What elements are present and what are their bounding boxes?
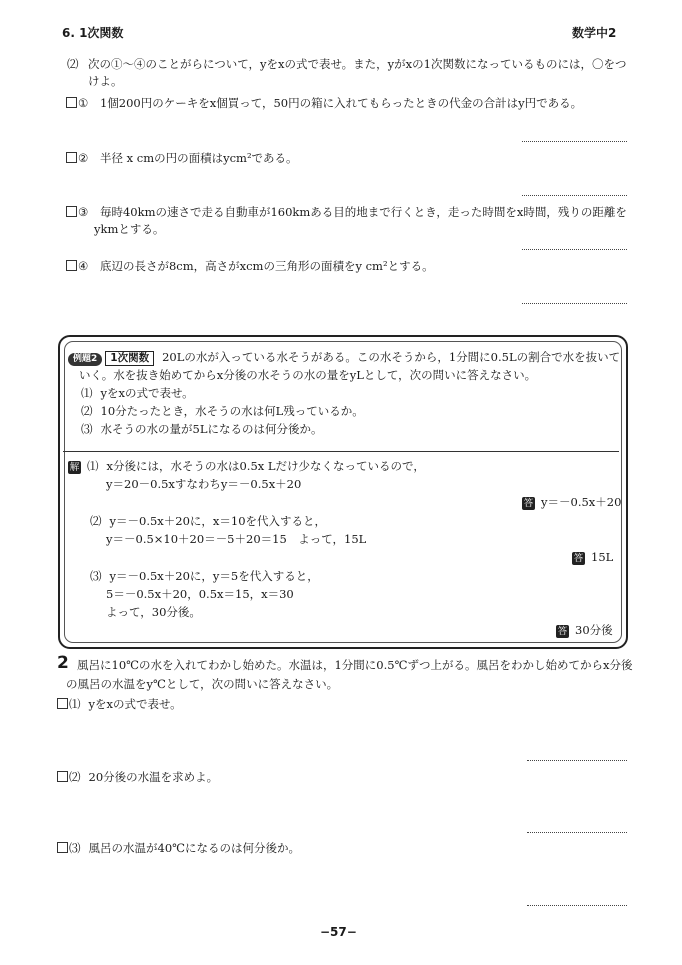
item-checkbox[interactable]: [66, 97, 77, 108]
q2-intro-line1: 次の①～④のことがらについて，yをxの式で表せ。また，yがxの1次関数になっているものには，〇をつ: [88, 57, 627, 71]
item-number: ⑵: [69, 770, 81, 784]
solution-3-line1: [90, 568, 319, 584]
item-number: ③: [78, 205, 89, 219]
example-tag: 1次関数: [105, 351, 154, 366]
item-checkbox[interactable]: [57, 698, 68, 709]
answer-line-4[interactable]: [522, 303, 627, 304]
answer-text: 30分後: [575, 623, 613, 637]
item-text: 半径 x cmの円の面積はycm²である。: [99, 151, 298, 165]
solution-text: y＝－0.5x＋20に，x＝10を代入すると，: [109, 514, 327, 528]
item-number: ⑴: [69, 697, 81, 711]
item-text: 底辺の長さが8cm，高さがxcmの三角形の面積をy cm²とする。: [99, 259, 434, 273]
example-question-3: [81, 421, 322, 437]
example-statement-2: いく。水を抜き始めてからx分後の水そうの水の量をyLとして，次の問いに答えなさい。: [79, 368, 537, 382]
q2-intro-line2: けよ。: [88, 74, 123, 88]
example-question-2: [81, 403, 364, 419]
solution-number: ⑵: [90, 514, 102, 528]
answer-line-3[interactable]: [522, 249, 627, 250]
solution-3-line2: 5＝－0.5x＋20，0.5x＝15，x＝30: [106, 587, 294, 601]
item-checkbox[interactable]: [66, 152, 77, 163]
question-number: ⑵: [81, 404, 93, 418]
question-number: ⑴: [81, 386, 93, 400]
answer-mark-icon: 答: [557, 626, 568, 637]
item-number: ⑶: [69, 841, 81, 855]
solution-1-line2: y＝20－0.5xすなわちy＝－0.5x＋20: [106, 477, 302, 491]
q2-item-3: [66, 204, 627, 220]
problem-2-item-1: [57, 696, 182, 712]
example-statement-1: 20Lの水が入っている水そうがある。この水そうから，1分間に0.5Lの割合で水を抜いて: [162, 350, 621, 364]
question-number: ⑶: [81, 422, 93, 436]
q2-item-3-line2: ykmとする。: [94, 222, 165, 236]
answer-mark-icon: 答: [523, 498, 534, 509]
problem-2-number: 2: [57, 653, 69, 673]
item-checkbox[interactable]: [57, 842, 68, 853]
solution-1-line1: [68, 458, 425, 474]
example-header: [68, 349, 620, 366]
answer-text: 15L: [591, 550, 614, 564]
q2-item-1: [66, 95, 582, 111]
q2-item-2: [66, 150, 298, 166]
q2-number: ⑵: [67, 57, 79, 71]
answer-line-p2-3[interactable]: [527, 905, 627, 906]
answer-2: [572, 549, 613, 565]
answer-line-p2-1[interactable]: [527, 760, 627, 761]
page-number: −57−: [320, 925, 357, 939]
section-title: 6. 1次関数: [62, 26, 124, 40]
answer-1: [522, 494, 621, 510]
problem-2-item-3: [57, 840, 300, 856]
item-text: 風呂の水温が40℃になるのは何分後か。: [88, 841, 300, 855]
answer-mark-icon: 答: [573, 553, 584, 564]
item-checkbox[interactable]: [57, 771, 68, 782]
item-text: 1個200円のケーキをx個買って，50円の箱に入れてもらったときの代金の合計はy円である。: [99, 96, 583, 110]
item-text: yをxの式で表せ。: [88, 697, 182, 711]
answer-line-2[interactable]: [522, 195, 627, 196]
answer-line-1[interactable]: [522, 141, 627, 142]
item-number: ④: [78, 259, 89, 273]
problem-2-item-2: [57, 769, 218, 785]
item-checkbox[interactable]: [66, 260, 77, 271]
item-number: ②: [78, 151, 89, 165]
solution-2-line1: [90, 513, 326, 529]
solution-text: x分後には，水そうの水は0.5x Lだけ少なくなっているので，: [106, 459, 425, 473]
item-checkbox[interactable]: [66, 206, 77, 217]
solution-3-line3: よって，30分後。: [106, 605, 201, 619]
example-divider: [63, 451, 619, 452]
answer-3: [556, 622, 613, 638]
question-text: 水そうの水の量が5Lになるのは何分後か。: [100, 422, 323, 436]
problem-2-statement-1: 風呂に10℃の水を入れてわかし始めた。水温は，1分間に0.5℃ずつ上がる。風呂をわかし始めてからx分後: [77, 658, 633, 672]
example-badge: 例題2: [68, 353, 102, 366]
question-text: yをxの式で表せ。: [100, 386, 194, 400]
item-text: 20分後の水温を求めよ。: [88, 770, 219, 784]
problem-2-statement-2: の風呂の水温をy℃として，次の問いに答えなさい。: [66, 677, 339, 691]
q2-item-4: [66, 258, 434, 274]
answer-text: y＝－0.5x＋20: [541, 495, 622, 509]
item-text: 毎時40kmの速さで走る自動車が160kmある目的地まで行くとき，走った時間をx時間，残りの距離を: [99, 205, 627, 219]
solution-text: y＝－0.5x＋20に，y＝5を代入すると，: [109, 569, 319, 583]
solution-2-line2: y＝－0.5×10＋20＝－5＋20＝15 よって，15L: [106, 532, 367, 546]
solution-number: ⑴: [87, 459, 99, 473]
example-question-1: [81, 385, 194, 401]
item-number: ①: [78, 96, 89, 110]
solution-number: ⑶: [90, 569, 102, 583]
question-text: 10分たったとき，水そうの水は何L残っているか。: [100, 404, 364, 418]
solution-mark-icon: 解: [69, 462, 80, 473]
answer-line-p2-2[interactable]: [527, 832, 627, 833]
book-title: 数学中2: [572, 26, 617, 40]
